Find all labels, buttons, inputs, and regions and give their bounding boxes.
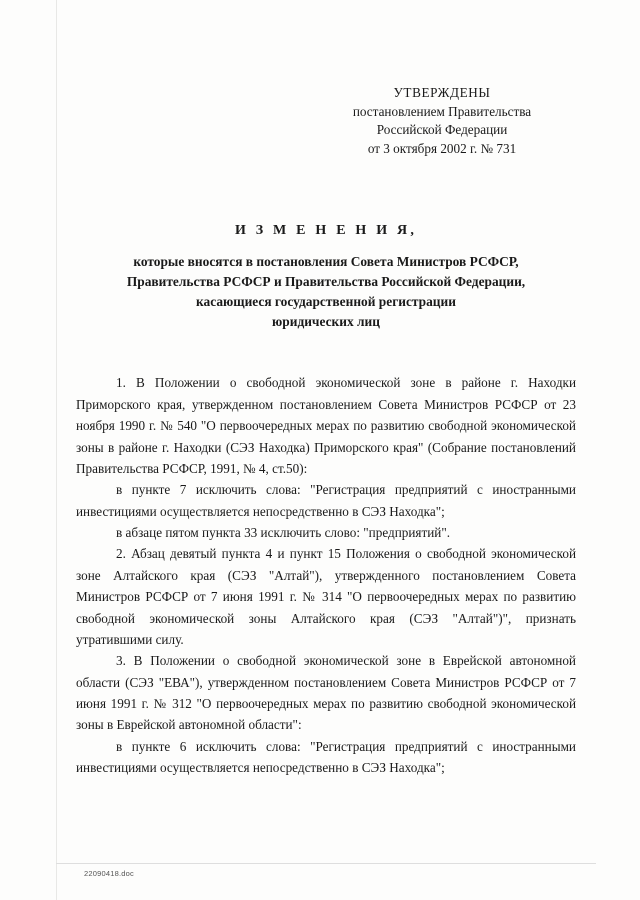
approval-line-2: постановлением Правительства: [352, 103, 532, 119]
subtitle-line-4: юридических лиц: [272, 314, 380, 330]
approval-line-3: Российской Федерации: [376, 122, 508, 138]
subtitle-line-2: Правительства РСФСР и Правительства Российской Федерации,: [126, 274, 526, 290]
footer-file-note: 22090418.doc: [84, 869, 134, 878]
scan-edge-left: [56, 0, 57, 900]
paragraph-4: 2. Абзац девятый пункта 4 и пункт 15 Положения о свободной экономической зоне Алтайского края (СЭЗ "Алтай"), утвержденного постановлением Совета Министров РСФСР от 7 июня 1991 г. № 314 "О первоочередных мерах по развитию свободной экономической зоны Алтайского края (СЭЗ "Алтай")", признать утратившими силу.: [76, 546, 576, 647]
subtitle-line-1: которые вносятся в постановления Совета Министров РСФСР,: [133, 253, 519, 269]
document-content: [76, 0, 576, 779]
scan-edge-bottom: [56, 863, 596, 864]
approval-block: [308, 84, 576, 159]
paragraph-1: 1. В Положении о свободной экономической зоне в районе г. Находки Приморского края, утвержденном постановлением Совета Министров РСФСР от 23 ноября 1990 г. № 540 "О первоочередных мерах по развитию свободной экономической зоны в районе г. Находки (СЭЗ Находка) Приморского края" (Собрание постановлений Правительства РСФСР, 1991, № 4, ст.50):: [76, 375, 576, 476]
document-body: [76, 372, 576, 778]
paragraph-3: в абзаце пятом пункта 33 исключить слово: "предприятий".: [116, 525, 451, 540]
document-title-block: [76, 223, 576, 332]
paragraph-6: в пункте 6 исключить слова: "Регистрация предприятий с иностранными инвестициями осуществляется непосредственно в СЭЗ Находка";: [76, 738, 576, 776]
approval-line-4: от 3 октября 2002 г. № 731: [367, 141, 517, 157]
subtitle-line-3: касающиеся государственной регистрации: [196, 294, 456, 310]
paragraph-5: 3. В Положении о свободной экономической зоне в Еврейской автономной области (СЭЗ "ЕВА"), утвержденном постановлением Совета Министров РСФСР от 7 июня 1991 г. № 312 "О первоочередных мерах по развитию свободной экономической зоны в Еврейской автономной области":: [76, 653, 576, 733]
document-subtitle: [76, 252, 576, 332]
approval-line-1: УТВЕРЖДЕНЫ: [393, 85, 491, 100]
paragraph-2: в пункте 7 исключить слова: "Регистрация предприятий с иностранными инвестициями осуществляется непосредственно в СЭЗ Находка";: [76, 482, 576, 519]
page-title: И З М Е Н Е Н И Я,: [234, 222, 418, 238]
